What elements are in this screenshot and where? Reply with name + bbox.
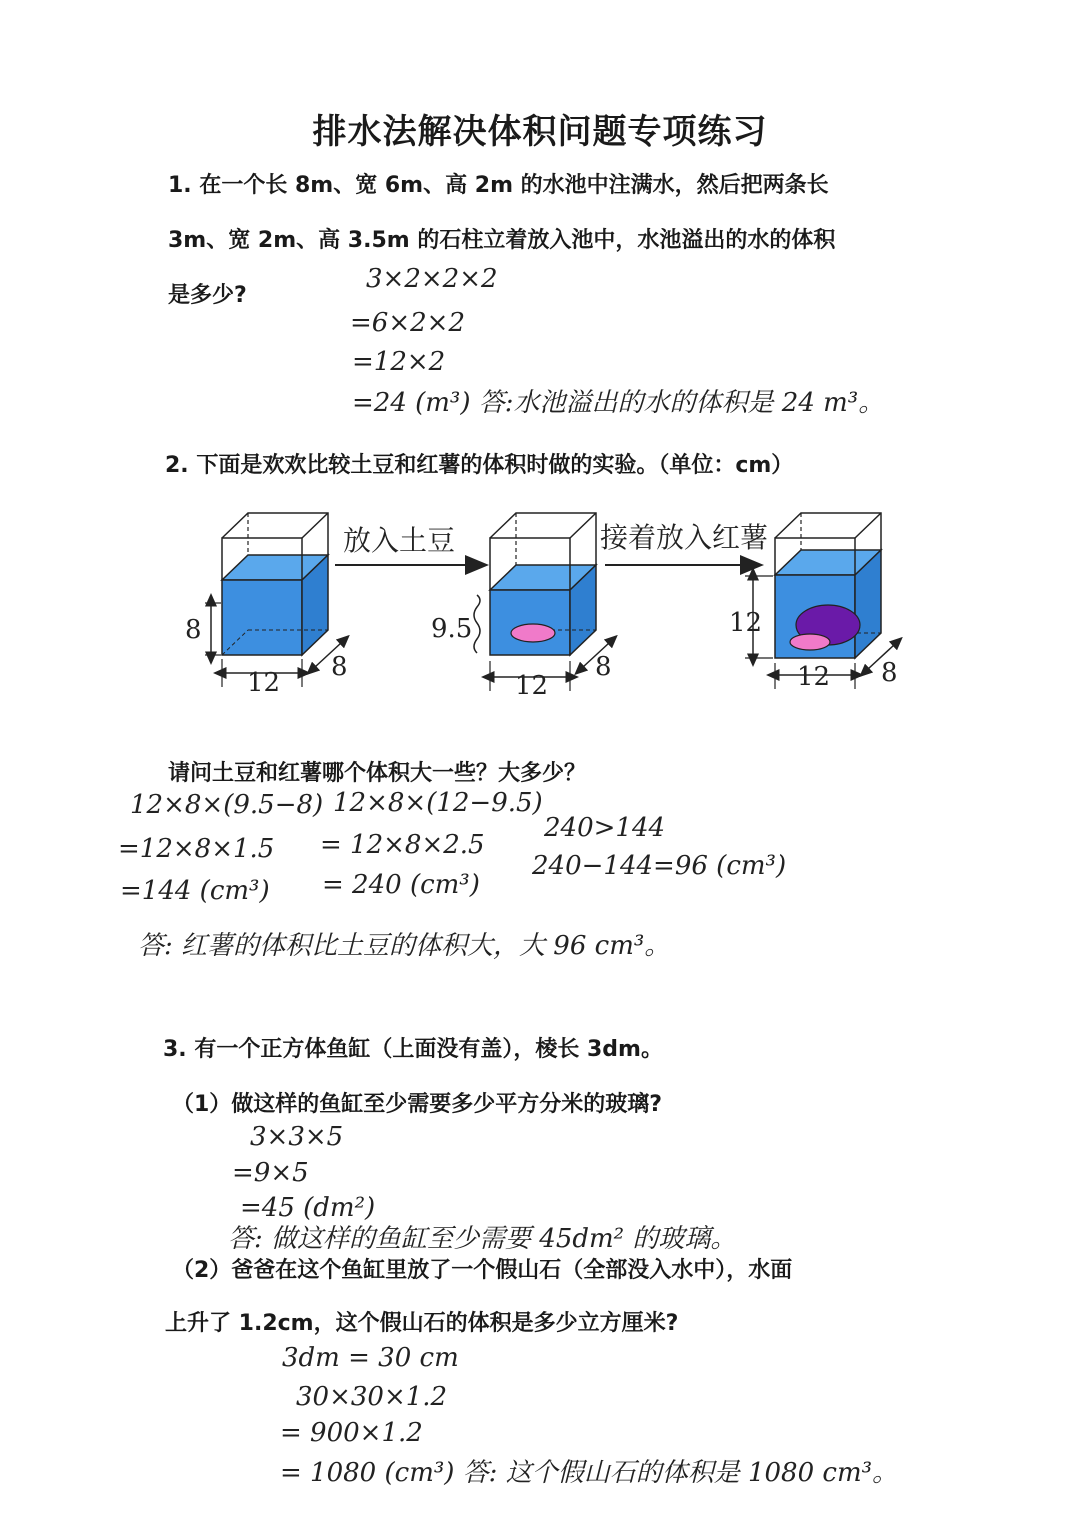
q2-col3-line: 240−144=96 (cm³) xyxy=(532,851,787,881)
q1-work-line: =12×2 xyxy=(352,347,446,377)
q3-work2-line: 30×30×1.2 xyxy=(296,1382,448,1412)
q2-col1-line: 12×8×(9.5−8) xyxy=(130,790,324,820)
q1-line3: 是多少? xyxy=(168,283,247,308)
q3-work2-line: 3dm = 30 cm xyxy=(282,1343,459,1373)
q2-col3-line: 240>144 xyxy=(544,813,666,843)
q3-work1-line: 3×3×5 xyxy=(250,1122,344,1152)
tank-1-height-label: 8 xyxy=(185,615,202,645)
tank-3-length-label: 12 xyxy=(797,662,831,692)
tank-3-width-label: 8 xyxy=(881,658,898,688)
q2-col2-line: = 12×8×2.5 xyxy=(320,830,485,860)
q1-work-line: 3×2×2×2 xyxy=(366,264,498,294)
potato-shape xyxy=(790,634,830,650)
q3-sub1-prompt: （1）做这样的鱼缸至少需要多少平方分米的玻璃? xyxy=(172,1092,663,1117)
q1-work-line: =6×2×2 xyxy=(350,308,465,338)
arrow-1-label: 放入土豆 xyxy=(343,524,456,557)
tank-1 xyxy=(185,495,348,698)
q2-prompt: 2. 下面是欢欢比较土豆和红薯的体积时做的实验。（单位：cm） xyxy=(165,453,794,478)
q2-col2-line: 12×8×(12−9.5) xyxy=(333,788,543,818)
tank-3-height-label: 12 xyxy=(729,608,763,638)
q1-work-answer: =24 (m³) 答:水池溢出的水的体积是 24 m³。 xyxy=(352,388,885,418)
q3-prompt: 3. 有一个正方体鱼缸（上面没有盖），棱长 3dm。 xyxy=(163,1037,663,1062)
arrow-2-label: 接着放入红薯 xyxy=(600,521,769,554)
q2-col2-line: = 240 (cm³) xyxy=(322,870,480,900)
tank-1-width-label: 8 xyxy=(331,652,348,682)
q1-line2: 3m、宽 2m、高 3.5m 的石柱立着放入池中，水池溢出的水的体积 xyxy=(168,228,836,253)
q1-line1: 1. 在一个长 8m、宽 6m、高 2m 的水池中注满水，然后把两条长 xyxy=(168,173,829,198)
q3-work1-line: =9×5 xyxy=(232,1158,309,1188)
q3-work2-line: = 900×1.2 xyxy=(280,1418,423,1448)
q2-col1-line: =12×8×1.5 xyxy=(118,834,275,864)
tank-2-length-label: 12 xyxy=(515,671,549,701)
q3-work1-answer: 答: 做这样的鱼缸至少需要 45dm² 的玻璃。 xyxy=(228,1224,737,1254)
q3-sub2-line2: 上升了 1.2cm，这个假山石的体积是多少立方厘米? xyxy=(165,1311,679,1336)
q3-work2-answer: = 1080 (cm³) 答: 这个假山石的体积是 1080 cm³。 xyxy=(280,1458,899,1488)
q2-col1-line: =144 (cm³) xyxy=(120,876,270,906)
tank-1-length-label: 12 xyxy=(247,668,281,698)
potato-shape xyxy=(511,624,555,642)
water-front xyxy=(490,590,570,655)
q2-answer: 答: 红薯的体积比土豆的体积大，大 96 cm³。 xyxy=(138,931,671,961)
q3-sub2-line1: （2）爸爸在这个鱼缸里放了一个假山石（全部没入水中），水面 xyxy=(172,1258,793,1283)
tank-2-height-label: 9.5 xyxy=(431,614,473,644)
q2-question: 请问土豆和红薯哪个体积大一些？大多少？ xyxy=(168,761,587,786)
experiment-diagram xyxy=(185,495,905,705)
tank-2 xyxy=(431,513,612,701)
page-title: 排水法解决体积问题专项练习 xyxy=(312,112,768,152)
q3-work1-line: =45 (dm²) xyxy=(240,1193,376,1223)
tank-2-width-label: 8 xyxy=(595,652,612,682)
